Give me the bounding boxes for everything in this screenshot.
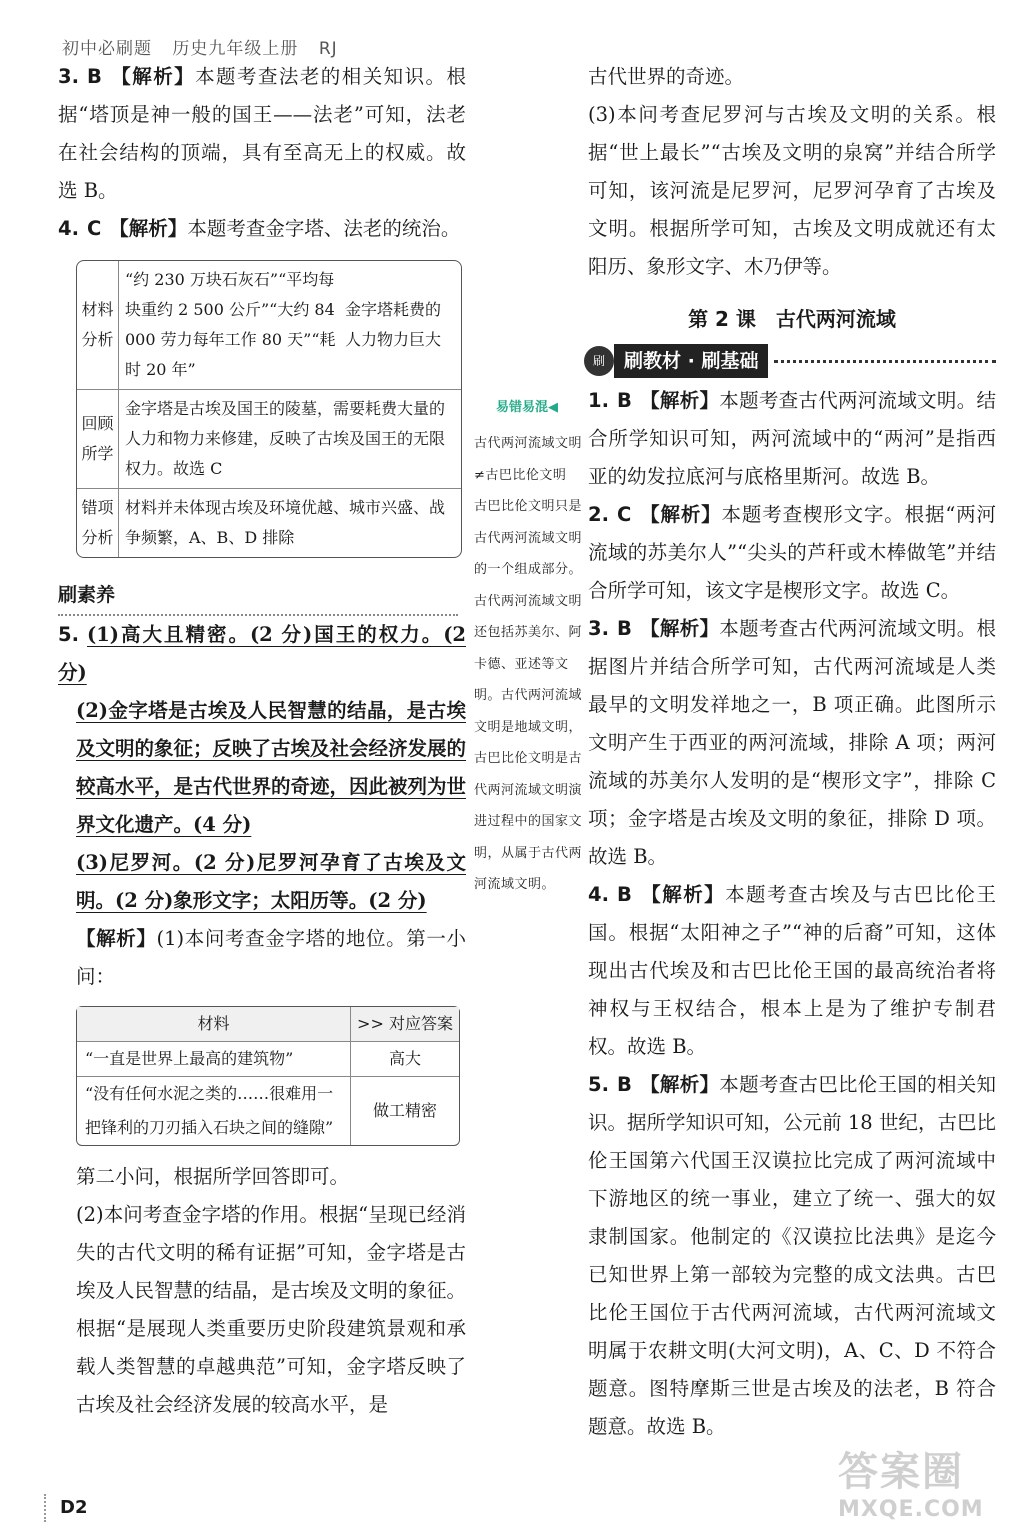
q-letter: C [86, 217, 102, 240]
footer-marker [44, 1494, 54, 1522]
right-q1 [588, 382, 996, 496]
q-number: 4. [588, 883, 609, 906]
q-text: 本题考查古巴比伦王国的相关知识。据所学知识可知，公元前 18 世纪，古巴比伦王国第六代国王汉谟拉比完成了两河流域中下游地区的统一事业，建立了统一、强大的奴隶制国家。他制定的《汉谟拉比法典》是迄今已知世界上第一部较为完整的成文法典。古巴比伦王国位于古代两河流域，古代两河流域文明属于农耕文明(大河文明)，A、C、D 不符合题意。图特摩斯三世是古埃及的法老，B 符合题意。故选 B。 [588, 1073, 996, 1438]
q-letter: B [616, 389, 632, 412]
cell-material: “一直是世界上最高的建筑物” [77, 1042, 351, 1076]
right-q4 [588, 876, 996, 1066]
margin-tag: 易错易混◀ [496, 400, 558, 415]
answer-3-block [58, 844, 466, 920]
analysis-tag: 【解析】 [639, 389, 720, 412]
analysis-tag: 【解析】 [639, 883, 726, 906]
right-q5 [588, 1066, 996, 1446]
header-edition: RJ [318, 39, 338, 59]
watermark-logo: 答案圈 [838, 1449, 964, 1495]
q-number: 3. [58, 65, 79, 88]
section-band [584, 344, 996, 378]
page-footer [44, 1494, 87, 1522]
q-number: 3. [588, 617, 609, 640]
table-row [77, 489, 461, 557]
q-number: 5. [58, 623, 79, 646]
answer-3: (3)尼罗河。(2 分)尼罗河孕育了古埃及文明。(2 分)象形文字；太阳历等。(2 分) [76, 851, 466, 912]
left-q5 [58, 616, 466, 692]
watermark [838, 1440, 1008, 1530]
q-text: 本题考查楔形文字。根据“两河流域的苏美尔人”“尖头的芦秆或木棒做笔”并结合所学可知，该文字是楔形文字。故选 C。 [588, 503, 996, 602]
q-number: 4. [58, 217, 79, 240]
analysis-tag: 【解析】 [76, 927, 157, 950]
left-column [58, 58, 466, 1424]
header-material: 材料 [77, 1007, 351, 1041]
analysis-tag: 【解析】 [109, 217, 188, 240]
page-number: D2 [60, 1497, 88, 1518]
row-label: 错项分析 [77, 489, 119, 557]
row-content: 金字塔是古埃及国王的陵墓，需要耗费大量的人力和物力来修建，反映了古埃及国王的无限权力。故选 C [125, 399, 446, 478]
answer-1: (1)高大且精密。(2 分)国王的权力。(2 分) [58, 623, 466, 684]
row-label: 回顾所学 [77, 390, 119, 488]
q-number: 5. [588, 1073, 609, 1096]
row-content: 材料并未体现古埃及环境优越、城市兴盛、战争频繁，A、B、D 排除 [125, 498, 446, 547]
material-table [76, 1006, 460, 1146]
explanation-2: 第二小问，根据所学回答即可。 [76, 1165, 350, 1188]
cell-material: “没有任何水泥之类的……很难用一把锋利的刀刃插入石块之间的缝隙” [77, 1077, 351, 1145]
q-number: 2. [588, 503, 609, 526]
margin-note: 古代两河流域文明≠古巴比伦文明 古巴比伦文明只是古代两河流域文明的一个组成部分。古代两河流域文明还包括苏美尔、阿卡德、亚述等文明。古代两河流域文明是地域文明，古巴比伦文明是古代两河流域文明演进过程中的国家文明，从属于古代两河流域文明。 [474, 436, 583, 892]
q-number: 1. [588, 389, 609, 412]
section-title: 刷素养 [58, 576, 458, 616]
right-q2 [588, 496, 996, 610]
q-letter: B [616, 1073, 632, 1096]
table-header [77, 1007, 459, 1042]
lesson-title: 第 2 课 古代两河流域 [688, 307, 896, 331]
table-row [77, 261, 461, 390]
q-text: 本题考查法老的相关知识。根据“塔顶是神一般的国王——法老”可知，法老在社会结构的顶端，具有至高无上的权威。故选 B。 [58, 65, 466, 202]
cell-answer: 高大 [388, 1049, 421, 1068]
analysis-tag: 【解析】 [639, 503, 722, 526]
explanation-1 [58, 920, 466, 996]
answer-2: (2)金字塔是古埃及人民智慧的结晶，是古埃及文明的象征；反映了古埃及社会经济发展的较高水平，是古代世界的奇迹，因此被列为世界文化遗产。(4 分) [76, 699, 467, 836]
q-letter: B [86, 65, 102, 88]
q-letter: B [616, 617, 632, 640]
watermark-url: MXQE.COM [838, 1497, 984, 1522]
explanation-3: (2)本问考查金字塔的作用。根据“呈现已经消失的古代文明的稀有证据”可知，金字塔是古埃及人民智慧的结晶，是古埃及文明的象征。根据“是展现人类重要历史阶段建筑景观和承载人类智慧的卓越典范”可知，金字塔反映了古埃及社会经济发展的较高水平，是 [76, 1203, 467, 1416]
page-header [62, 34, 352, 59]
q-letter: B [616, 883, 632, 906]
band-dots [774, 360, 996, 363]
left-q4 [58, 210, 466, 248]
table-row [77, 390, 461, 489]
answer-2-block [58, 692, 466, 844]
q-letter: C [616, 503, 632, 526]
row-conclusion: 金字塔耗费的人力物力巨大 [345, 300, 442, 349]
brush-icon: 刷 [584, 346, 614, 376]
right-column [588, 58, 996, 1446]
q-text: 本题考查金字塔、法老的统治。 [187, 217, 461, 240]
left-q3 [58, 58, 466, 210]
row-label: 材料分析 [77, 261, 119, 389]
analysis-tag: 【解析】 [639, 617, 720, 640]
right-q3 [588, 610, 996, 876]
band-label: 刷教材 · 刷基础 [614, 344, 768, 378]
cell-answer: 做工精密 [372, 1101, 437, 1120]
header-subject: 历史九年级上册 [172, 39, 299, 59]
q-text: 本题考查古埃及与古巴比伦王国。根据“太阳神之子”“神的后裔”可知，这体现出古代埃及和古巴比伦王国的最高统治者将神权与王权结合，根本上是为了维护专制君权。故选 B。 [588, 883, 996, 1058]
analysis-tag: 【解析】 [109, 65, 196, 88]
header-answer: >> 对应答案 [357, 1014, 453, 1033]
analysis-tag: 【解析】 [639, 1073, 720, 1096]
header-series: 初中必刷题 [62, 39, 152, 59]
analysis-table [76, 260, 462, 558]
row-content: “约 230 万块石灰石”“平均每块重约 2 500 公斤”“大约 84 000 劳力每年工作 80 天”“耗时 20 年” [125, 270, 336, 379]
right-cont-1: 古代世界的奇迹。 [588, 65, 745, 88]
right-cont-2: (3)本问考查尼罗河与古埃及文明的关系。根据“世上最长”“古埃及文明的泉窝”并结合所学可知，该河流是尼罗河，尼罗河孕育了古埃及文明。根据所学可知，古埃及文明成就还有太阳历、象形文字、木乃伊等。 [588, 103, 996, 278]
table-row [77, 1042, 459, 1077]
exp-text: (1)本问考查金字塔的地位。第一小问： [76, 927, 466, 988]
table-row [77, 1077, 459, 1145]
q-text: 本题考查古代两河流域文明。根据图片并结合所学可知，古代两河流域是人类最早的文明发祥地之一，B 项正确。此图所示文明产生于西亚的两河流域，排除 A 项；两河流域的苏美尔人发明的是“楔形文字”，排除 C 项；金字塔是古埃及文明的象征，排除 D 项。故选 B。 [588, 617, 996, 868]
q-text: 本题考查古代两河流域文明。结合所学知识可知，两河流域中的“两河”是指西亚的幼发拉底河与底格里斯河。故选 B。 [588, 389, 996, 488]
